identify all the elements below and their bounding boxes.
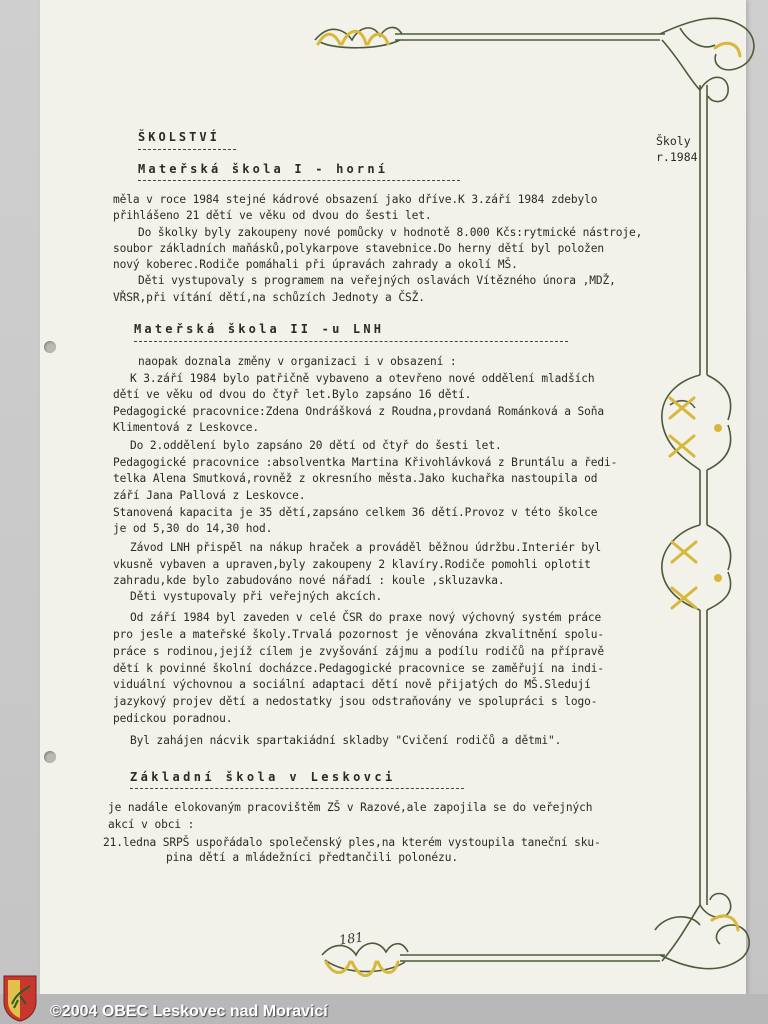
text-line: je od 5,30 do 14,30 hod. xyxy=(113,522,273,535)
text-line: Do 2.oddělení bylo zapsáno 20 dětí od čtyř do šesti let. xyxy=(130,439,502,452)
section-heading: Mateřská škola II -u LNH xyxy=(134,322,385,336)
section-underline xyxy=(130,788,464,789)
text-line: měla v roce 1984 stejné kádrové obsazení jako dříve.K 3.září 1984 zdebylo xyxy=(113,193,598,206)
text-line: akcí v obci : xyxy=(108,818,195,831)
text-line: Pedagogické pracovnice :absolventka Martina Křivohlávková z Bruntálu a ředi- xyxy=(113,456,618,469)
section-heading: Základní škola v Leskovci xyxy=(130,770,396,784)
title-underline xyxy=(138,149,236,150)
text-line: vkusně vybaven a upraven,byly zakoupeny 2 klavíry.Rodiče pomohli oplotit xyxy=(113,558,591,571)
text-line: Pedagogické pracovnice:Zdena Ondrášková z Roudna,provdaná Románková a Soňa xyxy=(113,405,605,418)
text-line: Děti vystupovaly při veřejných akcích. xyxy=(130,590,383,603)
text-line: Klimentová z Leskovce. xyxy=(113,421,259,434)
municipality-crest-icon xyxy=(2,974,38,1022)
text-line: Do školky byly zakoupeny nové pomůcky v hodnotě 8.000 Kčs:rytmické nástroje, xyxy=(138,226,643,239)
document-title: ŠKOLSTVÍ xyxy=(138,130,220,144)
text-line: Byl zahájen nácvik spartakiádní skladby "Cvičení rodičů a dětmi". xyxy=(130,734,562,747)
text-line: září Jana Pallová z Leskovce. xyxy=(113,489,306,502)
page-number: 181 xyxy=(338,930,365,949)
section-underline xyxy=(138,180,460,181)
text-line: pedickou poradnou. xyxy=(113,712,233,725)
side-note-line: r.1984 xyxy=(656,150,698,164)
text-line: dětí ve věku od dvou do čtyř let.Bylo zapsáno 16 dětí. xyxy=(113,388,472,401)
text-line: K 3.září 1984 bylo patřičně vybaveno a otevřeno nové oddělení mladších xyxy=(130,372,595,385)
text-line: Děti vystupovaly s programem na veřejných oslavách Vítězného února ,MDŽ, xyxy=(138,274,616,287)
side-note-line: Školy xyxy=(656,134,691,148)
text-line: nový koberec.Rodiče pomáhali při úpravách zahrady a okolí MŠ. xyxy=(113,258,518,271)
text-line: naopak doznala změny v organizaci i v obsazení : xyxy=(138,355,457,368)
text-line: práce s rodinou,jejíž cílem je zvyšování zájmu a podílu rodičů na přípravě xyxy=(113,645,605,658)
footer-copyright: ©2004 OBEC Leskovec nad Moravicí xyxy=(50,1003,328,1020)
section-underline xyxy=(134,341,568,342)
text-line: viduální výchovnou a sociální adaptaci dětí nově přijatých do MŠ.Sledují xyxy=(113,678,591,691)
text-line: Závod LNH přispěl na nákup hraček a prováděl běžnou údržbu.Interiér byl xyxy=(130,541,602,554)
text-line: VŘSR,při vítání dětí,na schůzích Jednoty a ČSŽ. xyxy=(113,291,425,304)
text-line: zahradu,kde bylo zabudováno nové nářadí : koule ,skluzavka. xyxy=(113,574,505,587)
text-line: soubor základních maňásků,polykarpove stavebnice.Do herny dětí byl položen xyxy=(113,242,605,255)
text-line: 21.ledna SRPŠ uspořádalo společenský ples,na kterém vystoupila taneční sku- xyxy=(103,836,601,849)
text-line: jazykový projev dětí a nedostatky jsou odstraňovány ve spolupráci s logo- xyxy=(113,695,598,708)
text-line: Od září 1984 byl zaveden v celé ČSR do praxe nový výchovný systém práce xyxy=(130,611,602,624)
text-line: je nadále elokovaným pracovištěm ZŠ v Razové,ale zapojila se do veřejných xyxy=(108,801,593,814)
text-line: přihlášeno 21 dětí ve věku od dvou do šesti let. xyxy=(113,209,432,222)
text-line: pina dětí a mládežníci předtančili polonézu. xyxy=(166,851,458,864)
text-line: Stanovená kapacita je 35 dětí,zapsáno celkem 36 dětí.Provoz v této školce xyxy=(113,506,598,519)
text-line: pro jesle a mateřské školy.Trvalá pozornost je věnována zkvalitnění spolu- xyxy=(113,628,605,641)
section-heading: Mateřská škola I - horní xyxy=(138,162,389,176)
text-line: dětí k povinné školní docházce.Pedagogické pracovnice se zaměřují na indi- xyxy=(113,662,605,675)
text-line: telka Alena Smutková,rovněž z okresního města.Jako kuchařka nastoupila od xyxy=(113,472,598,485)
